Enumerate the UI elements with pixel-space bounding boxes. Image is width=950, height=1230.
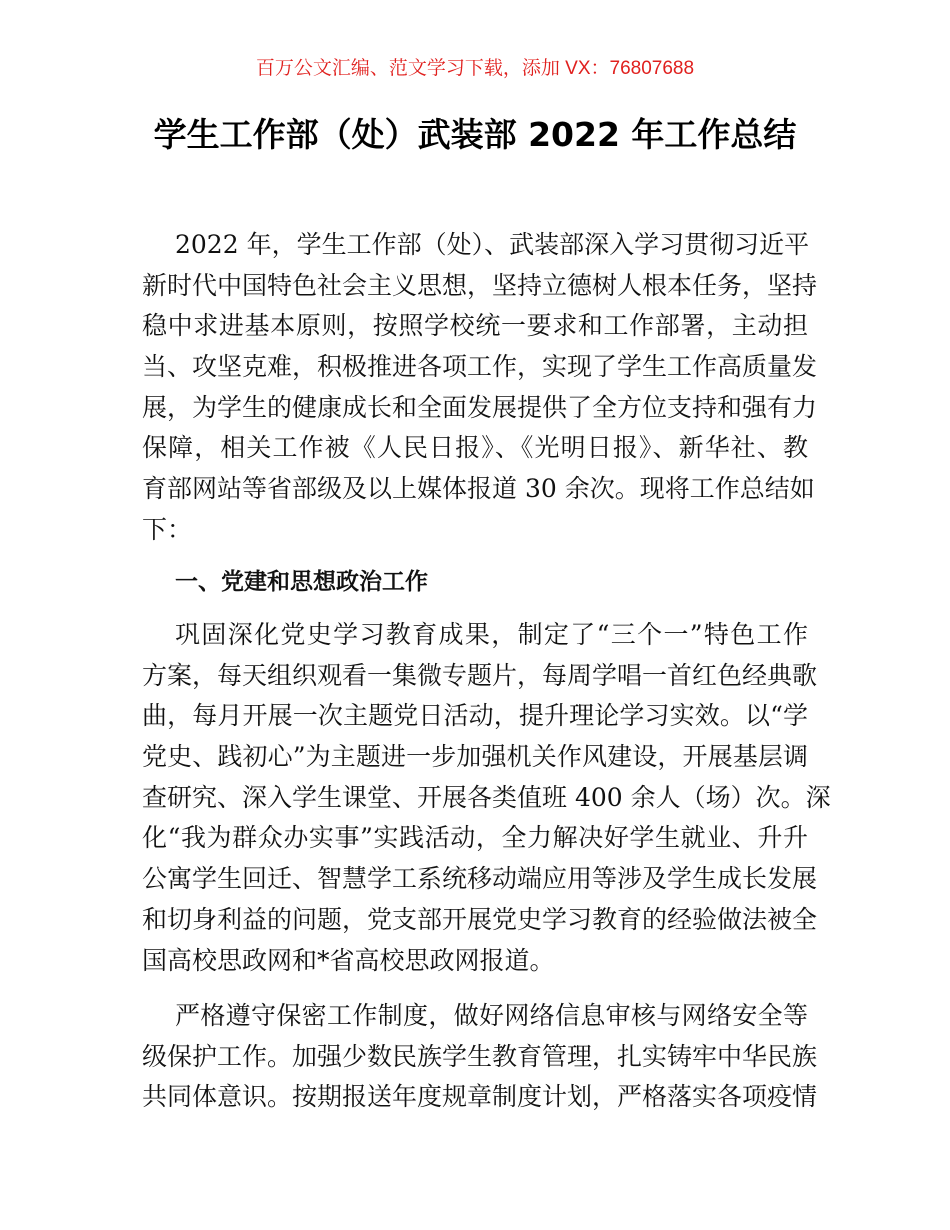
- text-line: 党史、践初心”为主题进一步加强机关作风建设，开展基层调: [142, 742, 808, 772]
- text-line: 展，为学生的健康成长和全面发展提供了全方位支持和强有力: [142, 392, 818, 422]
- text-line: 共同体意识。按期报送年度规章制度计划，严格落实各项疫情: [142, 1082, 818, 1112]
- text-line: 方案，每天组织观看一集微专题片，每周学唱一首红色经典歌: [142, 660, 818, 690]
- text-line: 和切身利益的问题，党支部开展党史学习教育的经验做法被全: [142, 904, 818, 934]
- document-title: 学生工作部（处）武装部 2022 年工作总结: [153, 115, 797, 154]
- text-line: 保障，相关工作被《人民日报》、《光明日报》、新华社、教: [142, 433, 808, 463]
- text-line: 当、攻坚克难，积极推进各项工作，实现了学生工作高质量发: [142, 352, 818, 382]
- text-line: 新时代中国特色社会主义思想，坚持立德树人根本任务，坚持: [142, 270, 818, 300]
- text-line: 化“我为群众办实事”实践活动，全力解决好学生就业、升升: [142, 823, 808, 853]
- text-line: 育部网站等省部级及以上媒体报道 30 余次。现将工作总结如: [142, 474, 815, 504]
- text-line: 巩固深化党史学习教育成果，制定了“三个一”特色工作: [175, 620, 808, 649]
- paragraph-security: [142, 996, 818, 1118]
- text-line: 严格遵守保密工作制度，做好网络信息审核与网络安全等: [175, 1001, 808, 1030]
- text-line: 查研究、深入学生课堂、开展各类值班 400 余人（场）次。深: [142, 782, 831, 812]
- text-line: 级保护工作。加强少数民族学生教育管理，扎实铸牢中华民族: [142, 1041, 818, 1071]
- text-line: 2022 年，学生工作部（处）、武装部深入学习贯彻习近平: [175, 230, 810, 259]
- text-line: 国高校思政网和*省高校思政网报道。: [142, 945, 555, 975]
- paragraph-intro: [142, 225, 818, 551]
- text-line: 稳中求进基本原则，按照学校统一要求和工作部署，主动担: [142, 311, 808, 341]
- text-line: 公寓学生回迁、智慧学工系统移动端应用等涉及学生成长发展: [142, 864, 818, 894]
- section-heading: 一、党建和思想政治工作: [175, 569, 428, 595]
- paragraph-party-building: [142, 615, 831, 981]
- text-line: 下：: [142, 514, 193, 544]
- watermark-banner: 百万公文汇编、范文学习下载，添加 VX：76807688: [255, 58, 695, 79]
- text-line: 曲，每月开展一次主题党日活动，提升理论学习实效。以“学: [142, 701, 808, 731]
